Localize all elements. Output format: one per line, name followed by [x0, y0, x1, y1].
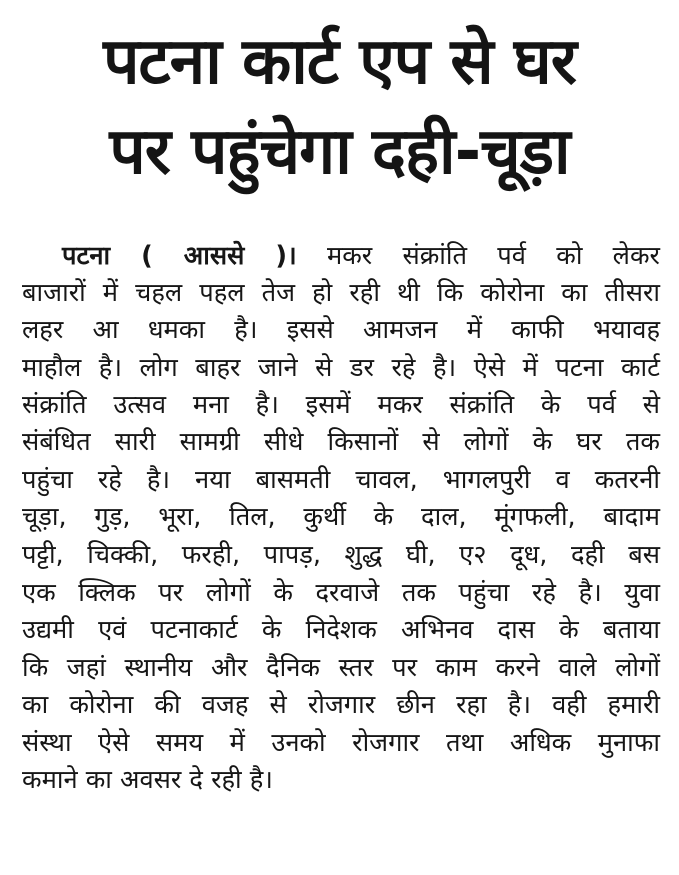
- article-line-5: संक्रांति उत्सव मना है। इसमें मकर संक्रांति के पर्व से: [22, 390, 660, 420]
- headline-line-1: पटना कार्ट एप से घर: [103, 25, 576, 99]
- article-line-7: पहुंचा रहे है। नया बासमती चावल, भागलपुरी व कतरनी: [22, 465, 660, 495]
- article-line-6: संबंधित सारी सामग्री सीधे किसानों से लोगों के घर तक: [22, 427, 660, 457]
- article-line-1: [62, 238, 660, 274]
- article-line-2: बाजारों में चहल पहल तेज हो रही थी कि कोरोना का तीसरा: [22, 278, 660, 308]
- article-line-1-text: मकर संक्रांति पर्व को लेकर: [296, 241, 660, 271]
- article-line-13: का कोरोना की वजह से रोजगार छीन रहा है। वही हमारी: [22, 690, 660, 720]
- dateline: पटना ( आससे )।: [62, 241, 297, 271]
- headline-line-2: पर पहुंचेगा दही-चूड़ा: [109, 115, 570, 189]
- article-line-10: एक क्लिक पर लोगों के दरवाजे तक पहुंचा रहे है। युवा: [22, 578, 660, 608]
- article-line-14: संस्था ऐसे समय में उनको रोजगार तथा अधिक मुनाफा: [22, 728, 660, 758]
- article-line-3: लहर आ धमका है। इससे आमजन में काफी भयावह: [22, 315, 660, 345]
- article-line-15: कमाने का अवसर दे रही है।: [22, 765, 273, 795]
- article-line-8: चूड़ा, गुड़, भूरा, तिल, कुर्थी के दाल, मूंगफली, बादाम: [22, 502, 660, 532]
- article-line-9: पट्टी, चिक्की, फरही, पापड़, शुद्ध घी, ए२ दूध, दही बस: [22, 540, 660, 570]
- article-line-4: माहौल है। लोग बाहर जाने से डर रहे है। ऐसे में पटना कार्ट: [22, 353, 660, 383]
- article-line-12: कि जहां स्थानीय और दैनिक स्तर पर काम करने वाले लोगों: [22, 653, 660, 683]
- article-line-11: उद्यमी एवं पटनाकार्ट के निदेशक अभिनव दास के बताया: [22, 615, 660, 645]
